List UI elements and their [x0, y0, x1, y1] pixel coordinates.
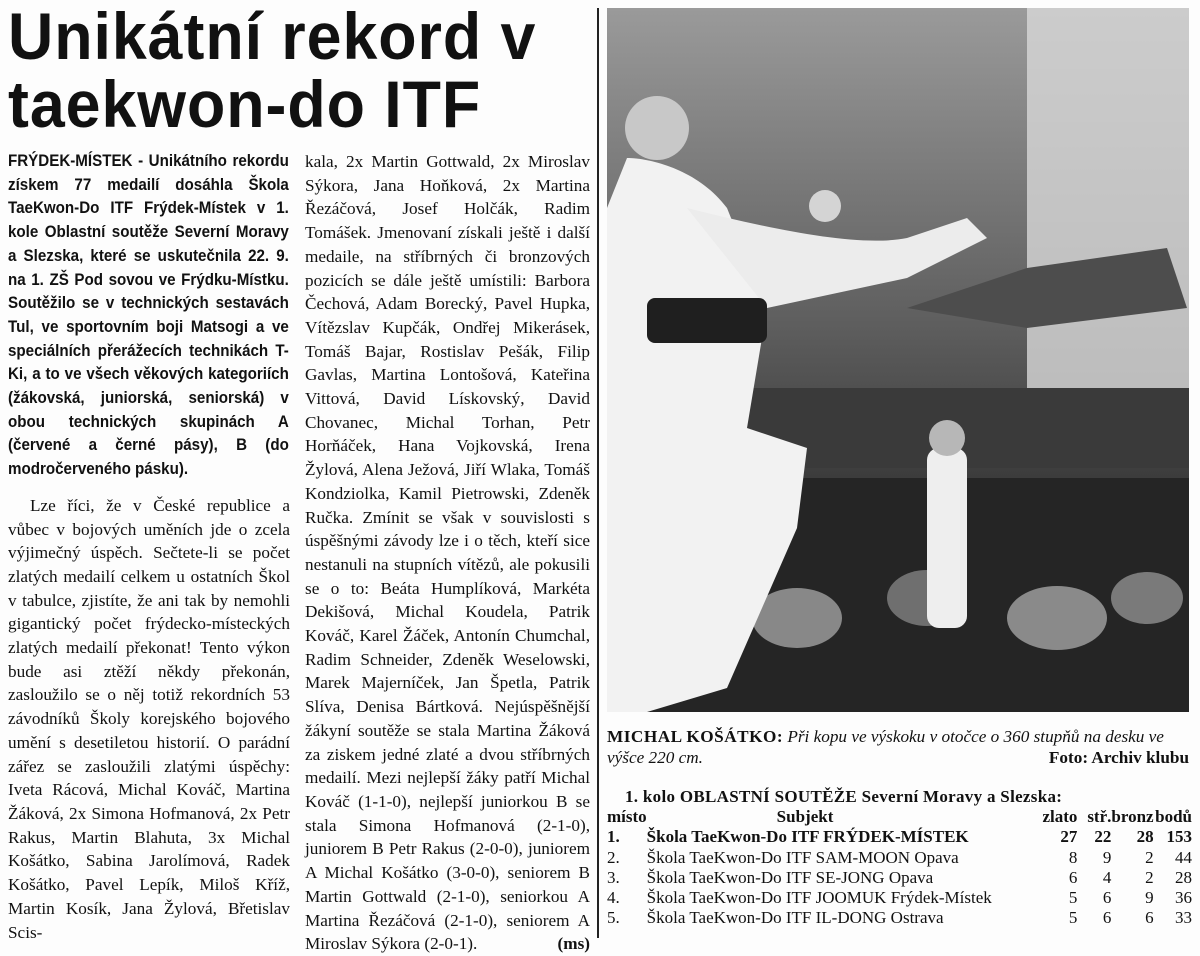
row-gold: 5 [1068, 888, 1078, 908]
table-row [607, 827, 1192, 847]
row-place: 3. [607, 867, 620, 887]
row-points: 36 [1175, 888, 1192, 908]
row-gold: 5 [1068, 908, 1078, 928]
row-points: 28 [1175, 867, 1192, 887]
author-signature: (ms) [557, 934, 590, 954]
row-points: 153 [1166, 827, 1192, 847]
table-row [607, 908, 1192, 928]
results-title: 1. kolo OBLASTNÍ SOUTĚŽE Severní Moravy a Slezska: [625, 787, 1063, 806]
row-bronze: 2 [1145, 847, 1154, 867]
header-points: bodů [1155, 807, 1192, 826]
row-bronze: 2 [1145, 867, 1154, 887]
table-header-row [607, 807, 1192, 827]
table-row [607, 888, 1192, 908]
body-paragraph-continued [305, 150, 590, 956]
header-gold: zlato [1042, 807, 1078, 826]
header-bronze: bronz [1111, 807, 1154, 826]
article-column-1 [8, 150, 290, 944]
header-place: místo [607, 807, 647, 826]
row-bronze: 28 [1136, 827, 1154, 847]
row-place: 2. [607, 847, 620, 867]
table-row [607, 868, 1192, 888]
table-row [607, 848, 1192, 868]
row-gold: 8 [1068, 847, 1078, 867]
row-bronze: 6 [1145, 908, 1154, 928]
row-silver: 6 [1102, 908, 1112, 928]
headline-line-2: taekwon-do ITF [8, 67, 482, 141]
row-subject: Škola TaeKwon-Do ITF SAM-MOON Opava [646, 847, 959, 867]
photo-credit: Foto: Archiv klubu [1048, 748, 1189, 767]
lead-paragraph: FRÝDEK-MÍSTEK - Unikátního rekordu získem 77 medailí dosáhla Škola TaeKwon-Do ITF Frýdek-Místek v 1. kole Oblastní soutěže Severní Moravy a Slezska, které se uskutečnila 22. 9. na 1. ZŠ Pod sovou ve Frýdku-Místku. Soutěžilo se v technických sestavách Tul, ve sportovním boji Matsogi a ve speciálních přerážecích technikách T-Ki, a to ve všech věkových kategoriích (žákovská, juniorská, seniorská) v obou technických skupinách A (červené a černé pásy), B (do modročerveného pásku). [8, 152, 289, 479]
caption-name: MICHAL KOŠÁTKO: [607, 727, 784, 746]
row-place: 5. [607, 908, 620, 928]
row-subject: Škola TaeKwon-Do ITF FRÝDEK-MÍSTEK [646, 827, 969, 847]
article-photo [607, 8, 1189, 712]
article-column-2 [305, 150, 590, 956]
row-subject: Škola TaeKwon-Do ITF SE-JONG Opava [646, 867, 934, 887]
row-place: 4. [607, 888, 620, 908]
header-silver: stř. [1087, 807, 1112, 826]
headline-line-1: Unikátní rekord v [8, 0, 537, 73]
row-silver: 9 [1102, 847, 1112, 867]
caption-text: Při kopu ve výskoku v otočce o 360 stupňů na desku ve výšce 220 cm. [607, 727, 1164, 767]
headline [8, 0, 559, 141]
column-divider [597, 8, 599, 938]
header-subject: Subjekt [776, 807, 834, 826]
column-2-text: kala, 2x Martin Gottwald, 2x Miroslav Sýkora, Jana Hoňková, 2x Martina Řezáčová, Josef Holčák, Radim Tomášek. Jmenovaní získali ještě i další medaile, na stříbrných či bronzových pozicích se dále ještě umístili: Barbora Čechová, Adam Borecký, Pavel Hupka, Vítězslav Kupčák, Ondřej Mikerásek, Tomáš Bajar, Rostislav Pešák, Filip Gavlas, Martina Lontošová, Kateřina Vittová, David Lískovský, David Chovanec, Michal Torhan, Petr Horňáček, Hana Vojkovská, Irena Žylová, Alena Ježová, Jiří Wlaka, Tomáš Kondziolka, Kamil Pietrowski, Zdeněk Ručka. Zmínit se však v souvislosti s úspěšnými závody lze i o těch, kteří sice nestanuli na stupních vítězů, ale pokusili se o to: Beáta Humplíková, Markéta Dekišová, Michal Koudela, Patrik Kováč, Karel Žáček, Antonín Chumchal, Radim Schneider, Zdeněk Weselowski, Marek Majerníček, Jan Špetla, Patrik Slíva, Denisa Bártková. Nejúspěšnější žákyní soutěže se stala Martina Žáková za ziskem jedné zlaté a dvou stříbrných medailí. Mezi nejlepší žáky patří Michal Kováč (1-1-0), nejlepší juniorkou B se stala Simona Hofmanová (2-1-0), juniorem B Petr Rakus (2-0-0), juniorem A Michal Košátko (3-0-0), seniorem B Martin Gottwald (2-1-0), seniorkou A Martina Řezáčová (2-1-0), seniorem A Miroslav Sýkora (2-0-1). [305, 152, 590, 954]
row-points: 44 [1175, 847, 1192, 867]
row-silver: 22 [1094, 827, 1112, 847]
row-bronze: 9 [1145, 888, 1154, 908]
row-silver: 4 [1102, 867, 1112, 887]
row-subject: Škola TaeKwon-Do ITF IL-DONG Ostrava [646, 908, 944, 928]
photo-caption [607, 726, 1189, 768]
row-gold: 6 [1068, 867, 1078, 887]
row-gold: 27 [1060, 827, 1078, 847]
row-place: 1. [607, 827, 620, 847]
row-subject: Škola TaeKwon-Do ITF JOOMUK Frýdek-Místek [646, 888, 992, 908]
photo-illustration [607, 8, 1189, 712]
row-points: 33 [1175, 908, 1192, 928]
results-table-block [607, 786, 1192, 929]
row-silver: 6 [1102, 888, 1112, 908]
results-table [607, 807, 1192, 929]
body-paragraph: Lze říci, že v České republice a vůbec v bojových uměních jde o zcela výjimečný úspěch. Sečtete-li se počet zlatých medailí celkem u ostatních Škol v tabulce, zjistíte, že ani tak by nemohli gigantický počet frýdecko-místeckých zlatých medailí překonat! Tento výkon bude asi ztěží někdy překonán, zasloužilo se o něj totiž rekordních 53 závodníků Školy korejského bojového umění s desetiletou historií. O parádní zářez se zasloužili zlatými úspěchy: Iveta Rácová, Michal Kováč, Martina Žáková, 2x Simona Hofmanová, 2x Petr Rakus, Martin Blahuta, 3x Michal Košátko, Sabina Jarolímová, Radek Košátko, Pavel Lepík, Miloš Kříž, Martin Kosík, Jana Žylová, Břetislav Scis- [8, 495, 290, 942]
